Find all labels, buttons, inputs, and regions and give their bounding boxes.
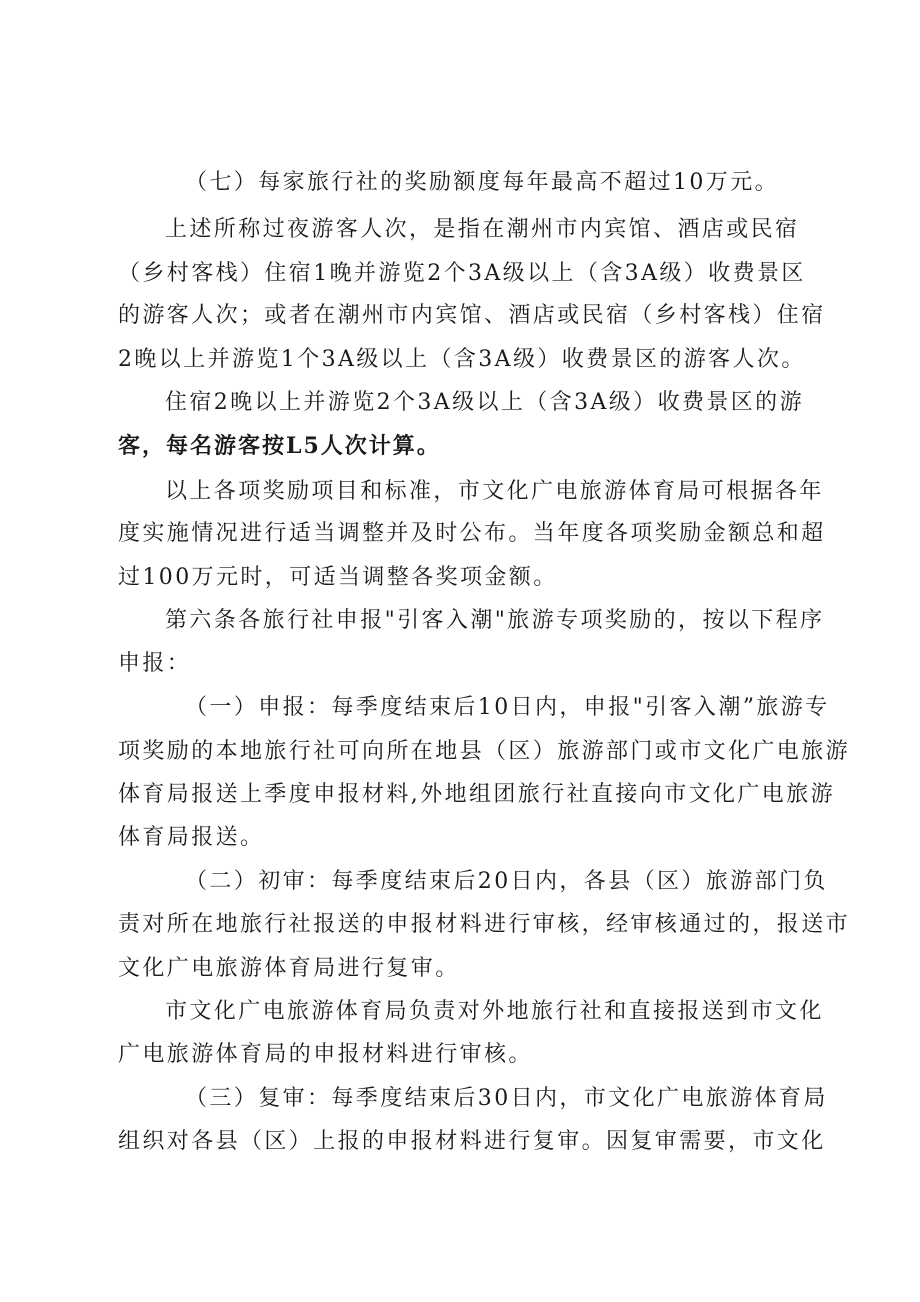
paragraph-line: 上述所称过夜游客人次，是指在潮州市内宾馆、酒店或民宿 bbox=[165, 217, 800, 242]
paragraph-line: 以上各项奖励项目和标准，市文化广电旅游体育局可根据各年 bbox=[165, 479, 824, 504]
paragraph-line: 的游客人次；或者在潮州市内宾馆、酒店或民宿（乡村客栈）住宿 bbox=[118, 303, 826, 328]
paragraph-line: 广电旅游体育局的申报材料进行审核。 bbox=[118, 1042, 533, 1067]
paragraph-line: 体育局报送。 bbox=[118, 825, 265, 850]
paragraph-line: （七）每家旅行社的奖励额度每年最高不超过10万元。 bbox=[185, 170, 779, 195]
paragraph-line: 过100万元时，可适当调整各奖项金额。 bbox=[118, 565, 558, 590]
paragraph-line: 责对所在地旅行社报送的申报材料进行审核，经审核通过的，报送市 bbox=[118, 912, 851, 937]
paragraph-line: （三）复审：每季度结束后30日内，市文化广电旅游体育局 bbox=[185, 1086, 828, 1111]
paragraph-line: 2晚以上并游览1个3A级以上（含3A级）收费景区的游客人次。 bbox=[118, 347, 806, 372]
paragraph-line: 第六条各旅行社申报"引客入潮"旅游专项奖励的，按以下程序 bbox=[165, 608, 825, 633]
paragraph-line: 市文化广电旅游体育局负责对外地旅行社和直接报送到市文化 bbox=[165, 999, 824, 1024]
paragraph-line: 文化广电旅游体育局进行复审。 bbox=[118, 956, 460, 981]
paragraph-line: 度实施情况进行适当调整并及时公布。当年度各项奖励金额总和超 bbox=[118, 521, 826, 546]
paragraph-line: （乡村客栈）住宿1晚并游览2个3A级以上（含3A级）收费景区 bbox=[118, 261, 806, 286]
paragraph-line: 客，每名游客按L5人次计算。 bbox=[118, 433, 441, 459]
paragraph-line: 体育局报送上季度申报材料,外地组团旅行社直接向市文化广电旅游 bbox=[118, 782, 835, 807]
paragraph-line: 住宿2晚以上并游览2个3A级以上（含3A级）收费景区的游 bbox=[165, 390, 804, 415]
paragraph-line: 申报： bbox=[118, 651, 192, 676]
paragraph-line: 组织对各县（区）上报的申报材料进行复审。因复审需要，市文化 bbox=[118, 1129, 826, 1154]
paragraph-line: （一）申报：每季度结束后10日内，申报"引客入潮”旅游专 bbox=[185, 695, 830, 720]
paragraph-line: （二）初审：每季度结束后20日内，各县（区）旅游部门负 bbox=[185, 869, 828, 894]
paragraph-line: 项奖励的本地旅行社可向所在地县（区）旅游部门或市文化广电旅游 bbox=[118, 739, 851, 764]
